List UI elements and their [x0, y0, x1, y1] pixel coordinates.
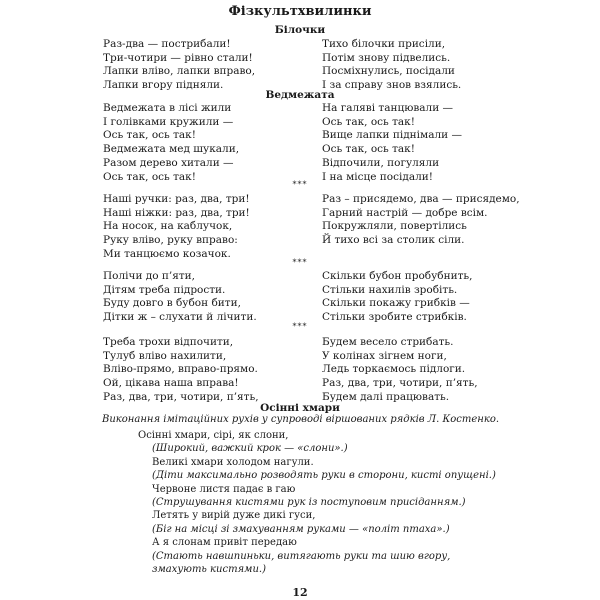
- section-divider: ***: [292, 322, 308, 331]
- poem-line: Раз, два, три, чотири, п’ять,: [322, 377, 478, 390]
- vedmezhata-left-stanza: [103, 102, 239, 184]
- poem-line: Буду довго в бубон бити,: [103, 297, 241, 310]
- poem-line: Дітки ж – слухати й лічити.: [103, 311, 257, 324]
- poem-line: Будем далі працювать.: [322, 390, 450, 403]
- poem-line: Відпочили, погуляли: [322, 156, 440, 169]
- poem-line: Вліво-прямо, вправо-прямо.: [103, 363, 258, 376]
- poem-line: Гарний настрій — добре всім.: [322, 206, 488, 219]
- ruchky-right-stanza: [322, 193, 520, 248]
- poem-line: Скільки покажу грибків —: [322, 297, 470, 310]
- poem-line: Разом дерево хитали —: [103, 156, 234, 169]
- poem-line: Полічи до п’яти,: [103, 270, 196, 282]
- poem-line: Ось так, ось так!: [103, 129, 196, 142]
- poem-line: Тулуб вліво нахилити,: [103, 349, 227, 362]
- poem-line: Лапки вгору підняли.: [103, 79, 224, 92]
- poem-line: Ми танцюємо козачок.: [103, 247, 231, 260]
- page-title: Фізкультхвилинки: [228, 4, 372, 19]
- poem-line: Стільки нахилів зробіть.: [322, 283, 458, 296]
- poem-line: Стільки зробите стрибків.: [322, 311, 467, 324]
- vedmezhata-right-stanza: [322, 102, 462, 184]
- poem-line: На носок, на каблучок,: [103, 220, 233, 233]
- poem-line: Ось так, ось так!: [322, 115, 415, 128]
- khmary-poem: [138, 429, 496, 576]
- poem-line: Ой, цікава наша вправа!: [103, 377, 239, 390]
- poem-line: Великі хмари холодом нагули.: [152, 456, 314, 468]
- poem-line: Дітям треба підрости.: [103, 283, 226, 296]
- poem-line: Посміхнулись, посідали: [322, 65, 455, 78]
- poem-line: Раз – присядемо, два — присядемо,: [322, 193, 520, 205]
- poem-line: У колінах зігнем ноги,: [322, 349, 447, 362]
- page-number: 12: [292, 586, 308, 599]
- poem-line: Покружляли, повертілись: [322, 220, 467, 233]
- poem-line: Раз-два — пострибали!: [103, 38, 231, 50]
- poem-line: Й тихо всі за столик сіли.: [322, 234, 465, 247]
- movement-note: (Діти максимально розводять руки в сторони, кисті опущені.): [152, 470, 496, 482]
- movement-note: (Широкий, важкий крок — «слони».): [152, 443, 348, 455]
- poem-line: Летять у вирій дуже дикі гуси,: [152, 510, 316, 522]
- movement-note: змахують кистями.): [152, 564, 266, 576]
- poem-line: Ледь торкаємось підлоги.: [322, 363, 466, 376]
- poem-line: Три-чотири — рівно стали!: [103, 51, 253, 64]
- heading-bilochky: Білочки: [274, 24, 326, 36]
- movement-note: (Стають навшпиньки, витягають руки та шию вгору,: [152, 550, 451, 562]
- movement-note: (Струшування кистями рук із поступовим присіданням.): [152, 497, 466, 509]
- poem-line: Червоне листя падає в гаю: [152, 483, 296, 495]
- poem-line: Ось так, ось так!: [322, 143, 415, 156]
- poem-line: Скільки бубон пробубнить,: [322, 270, 473, 282]
- heading-vedmezhata: Ведмежата: [265, 89, 335, 101]
- ruchky-left-stanza: [103, 193, 250, 262]
- movement-note: (Біг на місці зі змахуванням руками — «політ птаха».): [152, 523, 450, 535]
- bubon-left-stanza: [103, 270, 257, 325]
- poem-line: Вище лапки піднімали —: [322, 129, 462, 142]
- poem-line: Руку вліво, руку вправо:: [103, 234, 238, 247]
- poem-line: Ведмежата мед шукали,: [103, 143, 240, 156]
- poem-line: І голівками кружили —: [103, 115, 234, 128]
- poem-line: І на місце посідали!: [322, 170, 433, 183]
- poem-line: Тихо білочки присіли,: [322, 38, 446, 50]
- poem-line: Лапки вліво, лапки вправо,: [103, 65, 256, 78]
- poem-line: Треба трохи відпочити,: [103, 336, 234, 348]
- poem-line: На галяві танцювали —: [322, 102, 454, 114]
- bilochky-left-stanza: [103, 38, 255, 93]
- poem-line: Ведмежата в лісі жили: [103, 102, 232, 114]
- poem-line: Будем весело стрибать.: [322, 336, 454, 348]
- poem-line: Раз, два, три, чотири, п’ять,: [103, 390, 259, 403]
- poem-line: Осінні хмари, сірі, як слони,: [138, 430, 289, 441]
- poem-line: Наші ніжки: раз, два, три!: [103, 206, 250, 219]
- exercise-instruction: Виконання імітаційних рухів у супроводі віршованих рядків Л. Костенко.: [102, 414, 500, 425]
- poem-line: Ось так, ось так!: [103, 170, 196, 183]
- vidpochyty-left-stanza: [103, 336, 259, 405]
- poem-line: А я слонам привіт передаю: [152, 537, 297, 549]
- section-divider: ***: [292, 258, 308, 267]
- poem-line: Наші ручки: раз, два, три!: [103, 193, 250, 205]
- vidpochyty-right-stanza: [322, 336, 478, 405]
- poem-line: І за справу знов взялись.: [322, 79, 462, 92]
- heading-osinni-khmary: Осінні хмари: [260, 402, 340, 414]
- bubon-right-stanza: [322, 270, 472, 325]
- poem-line: Потім знову підвелись.: [322, 51, 451, 64]
- section-divider: ***: [292, 180, 308, 189]
- bilochky-right-stanza: [322, 38, 461, 93]
